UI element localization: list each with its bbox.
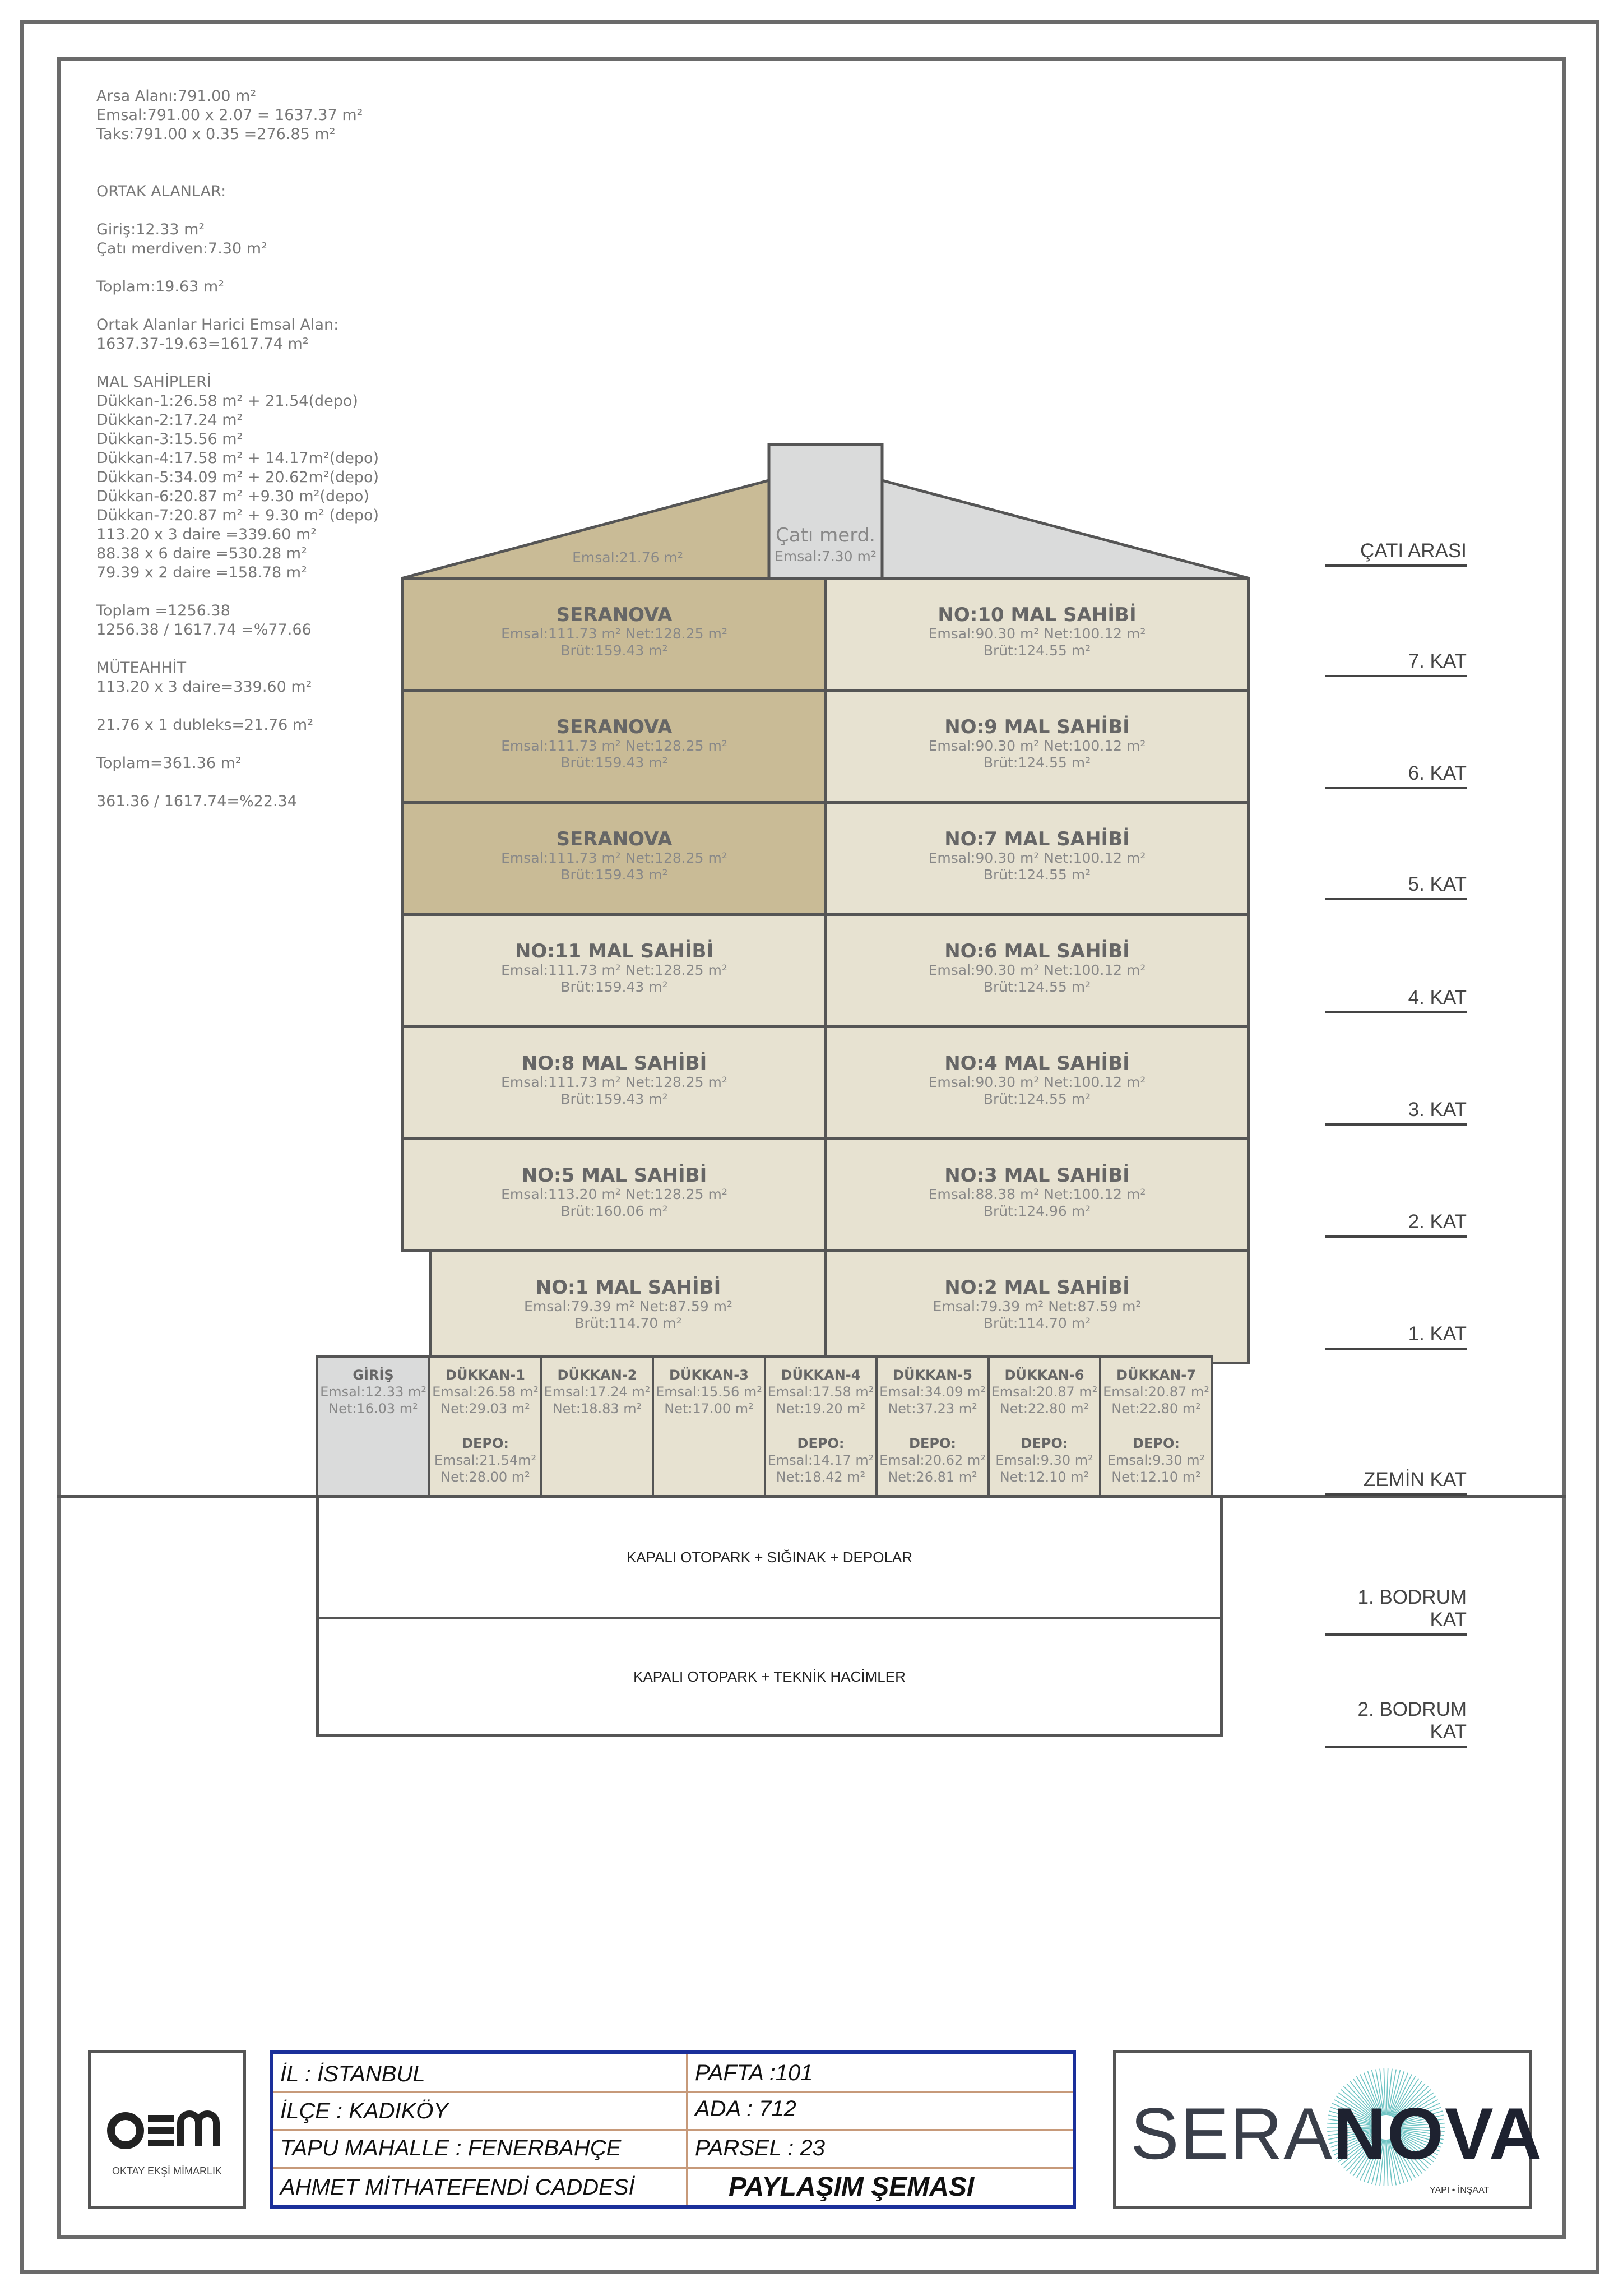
shop-depo-emsal: Emsal:21.54m² [434,1452,537,1468]
shop-depo-net: Net:28.00 m² [440,1469,530,1485]
unit-gross: Brüt:114.70 m² [574,1315,682,1331]
shop-2 [540,1355,655,1498]
unit-left-floor-3 [401,1025,827,1140]
roof-left-label: Emsal:21.76 m² [572,549,683,566]
basement-1: KAPALI OTOPARK + SIĞINAK + DEPOLAR [316,1495,1223,1619]
unit-left-floor-6 [401,689,827,804]
brand-name-right: NOVA [1333,2093,1543,2174]
level-label: 4. KAT [1325,987,1467,1013]
note-line: 79.39 x 2 daire =158.78 m² [96,564,307,581]
unit-right-floor-1 [824,1249,1250,1364]
note-line: MAL SAHİPLERİ [96,373,211,391]
shop-7 [1099,1355,1213,1498]
unit-title: NO:6 MAL SAHİBİ [944,940,1130,962]
shop-title: DÜKKAN-1 [446,1367,525,1383]
note-line: Dükkan-7:20.87 m² + 9.30 m² (depo) [96,507,379,524]
unit-areas: Emsal:113.20 m² Net:128.25 m² [501,1186,727,1202]
shop-spacer [878,1417,987,1435]
shop-depo-emsal: Emsal:9.30 m² [1107,1452,1205,1468]
note-line: Dükkan-2:17.24 m² [96,411,243,429]
shop-spacer [542,1417,652,1435]
shop-depo-title: DEPO: [909,1436,956,1451]
brand-wordmark [1130,2093,1543,2174]
note-line: Giriş:12.33 m² [96,221,205,238]
unit-title: NO:3 MAL SAHİBİ [944,1164,1130,1187]
unit-areas: Emsal:90.30 m² Net:100.12 m² [928,850,1146,866]
shop-3 [652,1355,766,1498]
level-label: 2. KAT [1325,1211,1467,1238]
unit-gross: Brüt:159.43 m² [560,979,668,995]
unit-gross: Brüt:124.55 m² [983,642,1091,659]
roof-stair-area: Emsal:7.30 m² [775,548,877,564]
unit-right-floor-2 [824,1137,1250,1252]
unit-areas: Emsal:88.38 m² Net:100.12 m² [928,1186,1146,1202]
note-line: Dükkan-5:34.09 m² + 20.62m²(depo) [96,469,379,486]
unit-left-floor-5 [401,801,827,916]
note-line: Dükkan-6:20.87 m² +9.30 m²(depo) [96,488,369,505]
unit-title: NO:4 MAL SAHİBİ [944,1052,1130,1075]
shop-depo-net: Net:12.10 m² [1111,1469,1201,1485]
unit-title: NO:5 MAL SAHİBİ [521,1164,707,1187]
shop-spacer [990,1417,1100,1435]
shop-net: Net:37.23 m² [888,1401,977,1417]
unit-gross: Brüt:124.55 m² [983,979,1091,995]
entrance-emsal: Emsal:12.33 m² [320,1384,426,1400]
shop-emsal: Emsal:34.09 m² [879,1384,986,1400]
level-label: 3. KAT [1325,1099,1467,1126]
unit-title: NO:2 MAL SAHİBİ [944,1276,1130,1299]
unit-areas: Emsal:90.30 m² Net:100.12 m² [928,626,1146,642]
architect-logo-box [88,2050,246,2209]
note-line: Dükkan-4:17.58 m² + 14.17m²(depo) [96,450,379,467]
unit-areas: Emsal:79.39 m² Net:87.59 m² [933,1298,1142,1314]
unit-areas: Emsal:111.73 m² Net:128.25 m² [501,1074,727,1090]
unit-areas: Emsal:111.73 m² Net:128.25 m² [501,738,727,754]
brand-caption: YAPI • İNŞAAT [1430,2186,1490,2195]
level-label: 6. KAT [1325,762,1467,789]
tb-parsel: PARSEL : 23 [695,2136,825,2160]
unit-title: NO:8 MAL SAHİBİ [521,1052,707,1075]
entrance-box [316,1355,430,1498]
note-line: 113.20 x 3 daire =339.60 m² [96,526,317,543]
unit-areas: Emsal:79.39 m² Net:87.59 m² [524,1298,732,1314]
shop-4 [764,1355,878,1498]
unit-title: NO:10 MAL SAHİBİ [938,604,1137,626]
brand-logo-box [1113,2050,1543,2209]
note-line: Arsa Alanı:791.00 m² [96,87,257,105]
shop-depo-emsal: Emsal:20.62 m² [879,1452,986,1468]
note-line: Çatı merdiven:7.30 m² [96,240,267,257]
unit-areas: Emsal:111.73 m² Net:128.25 m² [501,626,727,642]
level-label: 1. KAT [1325,1323,1467,1350]
unit-right-floor-4 [824,913,1250,1028]
unit-right-floor-5 [824,801,1250,916]
shop-depo-emsal: Emsal:14.17 m² [767,1452,874,1468]
note-line: 361.36 / 1617.74=%22.34 [96,793,297,810]
note-line: Toplam =1256.38 [96,602,230,619]
unit-areas: Emsal:90.30 m² Net:100.12 m² [928,1074,1146,1090]
tb-ada: ADA : 712 [695,2096,796,2121]
shop-depo-net: Net:12.10 m² [999,1469,1089,1485]
shop-depo-title: DEPO: [1133,1436,1180,1451]
shop-title: DÜKKAN-3 [669,1367,749,1383]
unit-left-floor-2 [401,1137,827,1252]
note-line: Ortak Alanlar Harici Emsal Alan: [96,316,339,334]
note-line: Dükkan-3:15.56 m² [96,430,243,448]
brand-name-left: SERA [1130,2093,1334,2174]
roof-stair-title: Çatı merd. [776,524,875,547]
unit-areas: Emsal:90.30 m² Net:100.12 m² [928,962,1146,978]
entrance-net: Net:16.03 m² [328,1401,418,1417]
unit-gross: Brüt:124.55 m² [983,1091,1091,1107]
unit-left-floor-7 [401,577,827,692]
shop-depo-title: DEPO: [462,1436,509,1451]
shop-net: Net:22.80 m² [999,1401,1089,1417]
level-label: 2. BODRUM KAT [1325,1698,1467,1748]
shop-emsal: Emsal:26.58 m² [432,1384,539,1400]
note-line: ORTAK ALANLAR: [96,183,226,200]
note-line: Dükkan-1:26.58 m² + 21.54(depo) [96,392,358,410]
shop-depo-emsal: Emsal:9.30 m² [995,1452,1093,1468]
unit-title: NO:9 MAL SAHİBİ [944,716,1130,738]
shop-title: DÜKKAN-5 [893,1367,972,1383]
tb-il: İL : İSTANBUL [280,2062,425,2086]
unit-gross: Brüt:114.70 m² [983,1315,1091,1331]
basement-2: KAPALI OTOPARK + TEKNİK HACİMLER [316,1617,1223,1737]
note-line: Emsal:791.00 x 2.07 = 1637.37 m² [96,107,363,124]
shop-title: DÜKKAN-4 [781,1367,861,1383]
tb-pafta: PAFTA :101 [695,2061,813,2085]
note-line: 88.38 x 6 daire =530.28 m² [96,545,307,562]
shop-title: DÜKKAN-6 [1004,1367,1084,1383]
unit-right-floor-3 [824,1025,1250,1140]
shop-depo-net: Net:18.42 m² [776,1469,866,1485]
level-label: 5. KAT [1325,873,1467,900]
note-line: Toplam:19.63 m² [96,278,225,295]
shop-title: DÜKKAN-2 [557,1367,637,1383]
unit-areas: Emsal:111.73 m² Net:128.25 m² [501,850,727,866]
shop-net: Net:18.83 m² [552,1401,642,1417]
doc-title: PAYLAŞIM ŞEMASI [729,2172,975,2202]
tb-ilce: İLÇE : KADIKÖY [280,2099,449,2123]
note-line: 1637.37-19.63=1617.74 m² [96,335,309,353]
unit-title: SERANOVA [556,828,673,850]
unit-title: SERANOVA [556,716,673,738]
note-line: MÜTEAHHİT [96,659,187,677]
shop-spacer [1101,1417,1211,1435]
tb-mahalle: TAPU MAHALLE : FENERBAHÇE [280,2136,622,2160]
unit-title: NO:11 MAL SAHİBİ [514,940,714,962]
shop-5 [875,1355,990,1498]
shop-spacer [766,1417,876,1435]
note-line: 21.76 x 1 dubleks=21.76 m² [96,716,314,734]
unit-areas: Emsal:111.73 m² Net:128.25 m² [501,962,727,978]
shop-spacer [654,1417,764,1435]
shop-emsal: Emsal:20.87 m² [1103,1384,1209,1400]
shop-depo-title: DEPO: [1021,1436,1068,1451]
roof-right [882,480,1250,578]
level-label: 7. KAT [1325,650,1467,677]
unit-gross: Brüt:159.43 m² [560,754,668,771]
shop-net: Net:19.20 m² [776,1401,866,1417]
unit-gross: Brüt:124.55 m² [983,754,1091,771]
shop-emsal: Emsal:17.58 m² [767,1384,874,1400]
unit-gross: Brüt:124.55 m² [983,867,1091,883]
shop-net: Net:17.00 m² [664,1401,754,1417]
unit-right-floor-7 [824,577,1250,692]
tb-cadde: AHMET MİTHATEFENDİ CADDESİ [280,2175,635,2200]
note-line: Taks:791.00 x 0.35 =276.85 m² [96,126,336,143]
unit-gross: Brüt:160.06 m² [560,1203,668,1219]
unit-gross: Brüt:124.96 m² [983,1203,1091,1219]
note-line: 113.20 x 3 daire=339.60 m² [96,678,312,696]
note-line: Toplam=361.36 m² [96,754,242,772]
level-label: ZEMİN KAT [1325,1469,1467,1496]
shop-1 [428,1355,542,1498]
unit-left-floor-4 [401,913,827,1028]
architect-logo-caption: OKTAY EKŞİ MİMARLIK [112,2165,222,2177]
unit-gross: Brüt:159.43 m² [560,1091,668,1107]
unit-right-floor-6 [824,689,1250,804]
shop-emsal: Emsal:20.87 m² [991,1384,1098,1400]
unit-title: NO:7 MAL SAHİBİ [944,828,1130,850]
shop-net: Net:29.03 m² [440,1401,530,1417]
shop-depo-title: DEPO: [797,1436,845,1451]
title-block [270,2050,1076,2209]
unit-areas: Emsal:90.30 m² Net:100.12 m² [928,738,1146,754]
shop-emsal: Emsal:15.56 m² [656,1384,762,1400]
unit-gross: Brüt:159.43 m² [560,642,668,659]
unit-gross: Brüt:159.43 m² [560,867,668,883]
note-line: 1256.38 / 1617.74 =%77.66 [96,621,312,638]
level-label: 1. BODRUM KAT [1325,1586,1467,1636]
unit-left-floor-1 [429,1249,827,1364]
level-label: ÇATI ARASI [1325,540,1467,567]
shop-net: Net:22.80 m² [1111,1401,1201,1417]
shop-spacer [430,1417,540,1435]
unit-title: SERANOVA [556,604,673,626]
entrance-title: GİRİŞ [353,1367,394,1383]
shop-depo-net: Net:26.81 m² [888,1469,977,1485]
architect-logo-mark [91,2053,243,2206]
shop-emsal: Emsal:17.24 m² [544,1384,651,1400]
shop-6 [987,1355,1102,1498]
shop-title: DÜKKAN-7 [1116,1367,1196,1383]
unit-title: NO:1 MAL SAHİBİ [535,1276,721,1299]
